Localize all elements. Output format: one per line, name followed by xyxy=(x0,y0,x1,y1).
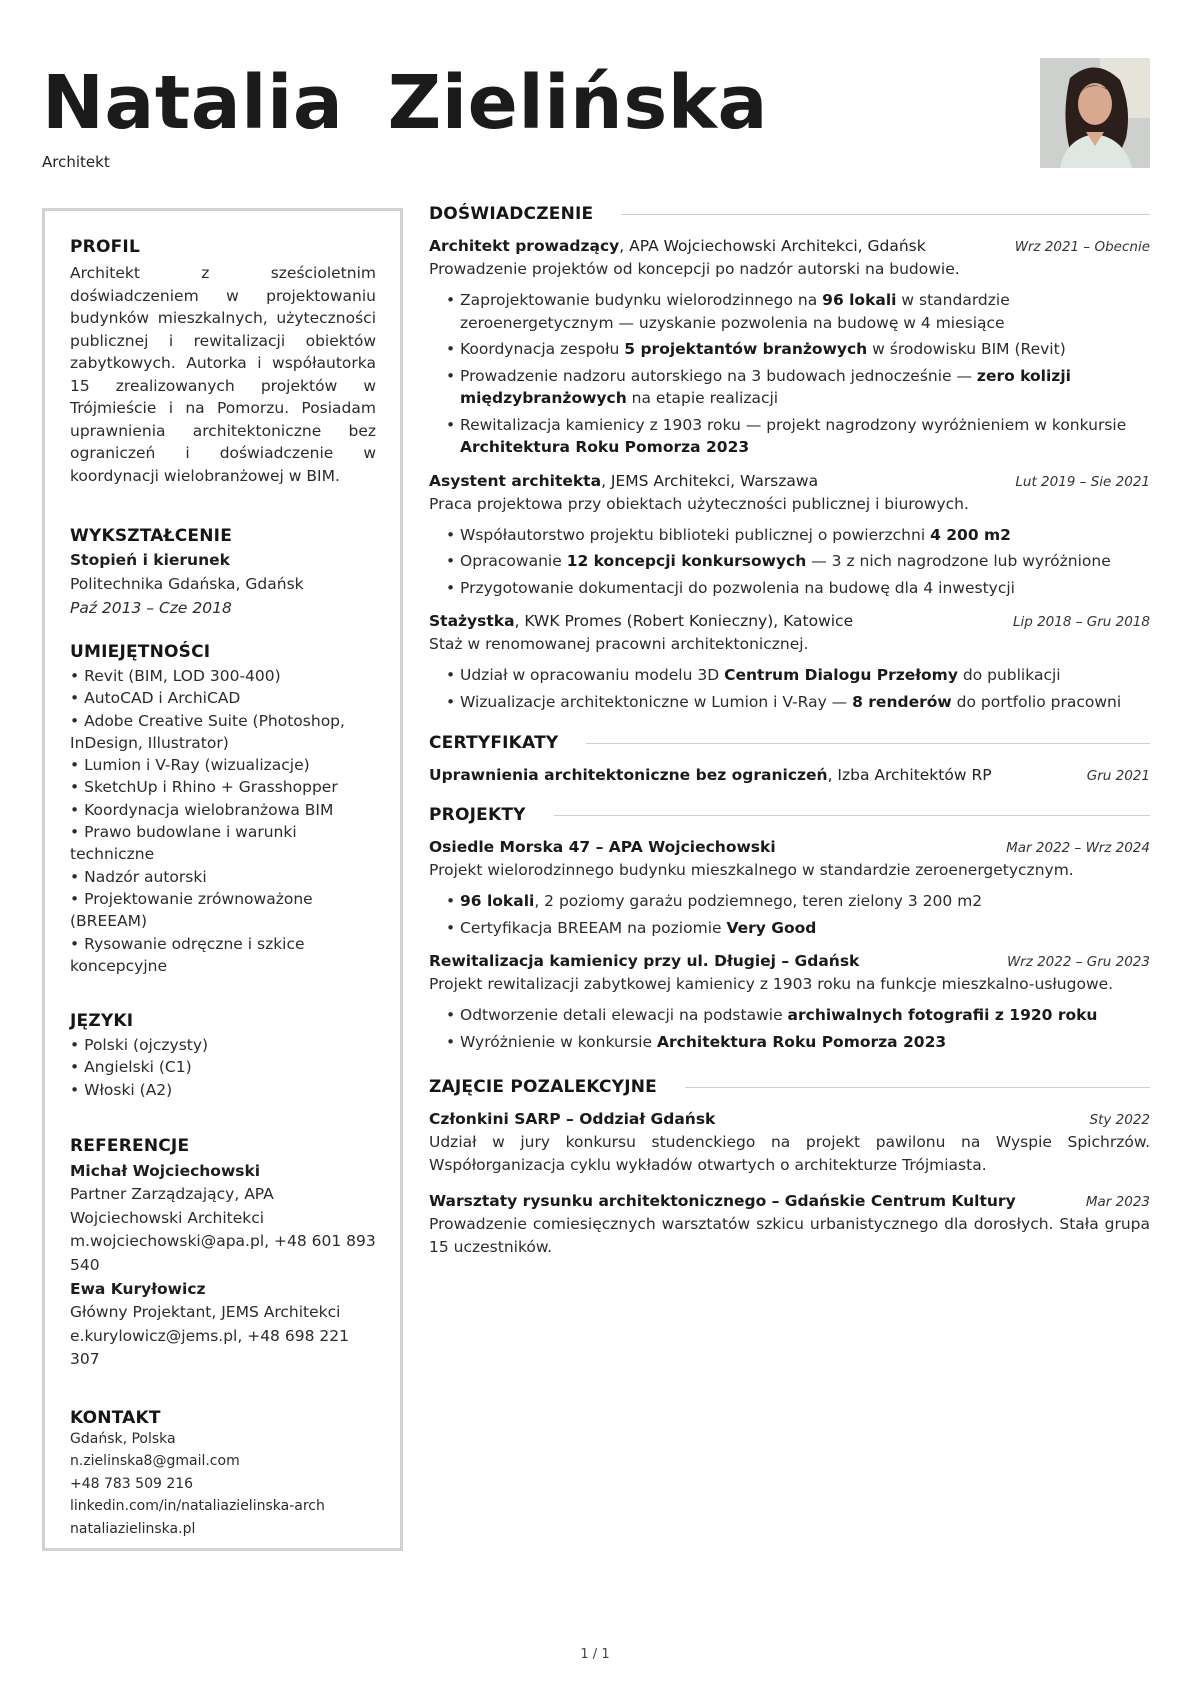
project-bullet: • Certyfikacja BREEAM na poziomie Very Good xyxy=(429,917,1150,940)
skill-item: • Lumion i V-Ray (wizualizacje) xyxy=(70,754,376,776)
project-entry xyxy=(429,835,1150,939)
candidate-name: Natalia Zielińska xyxy=(42,60,768,146)
project-bullet: • Odtworzenie detali elewacji na podstawie archiwalnych fotografii z 1920 roku xyxy=(429,1004,1150,1027)
project-title: Osiedle Morska 47 – APA Wojciechowski xyxy=(429,838,776,856)
job-bullet: • Udział w opracowaniu modelu 3D Centrum Dialogu Przełomy do publikacji xyxy=(429,664,1150,687)
project-bullet: • Wyróżnienie w konkursie Architektura Roku Pomorza 2023 xyxy=(429,1031,1150,1054)
projects-header xyxy=(429,805,1150,825)
job-dates: Wrz 2021 – Obecnie xyxy=(1014,239,1150,255)
skill-item: • Koordynacja wielobranżowa BIM xyxy=(70,799,376,821)
profile-photo xyxy=(1040,58,1150,168)
skills-section xyxy=(70,642,376,977)
education-dates: Paź 2013 – Cze 2018 xyxy=(70,599,232,617)
section-divider xyxy=(621,214,1150,215)
activity-date: Sty 2022 xyxy=(1089,1112,1150,1128)
skill-item: • Prawo budowlane i warunki techniczne xyxy=(70,821,376,866)
project-dates: Wrz 2022 – Gru 2023 xyxy=(1007,954,1150,970)
certificate-date: Gru 2021 xyxy=(1086,768,1150,784)
job-title: Architekt prowadzący, APA Wojciechowski Architekci, Gdańsk xyxy=(429,237,926,255)
contact-section xyxy=(70,1408,376,1541)
certificates-heading: CERTYFIKATY xyxy=(429,733,559,753)
job-bullet: • Rewitalizacja kamienicy z 1903 roku — projekt nagrodzony wyróżnieniem w konkursie Architektura Roku Pomorza 2023 xyxy=(429,414,1150,459)
language-item: • Polski (ojczysty) xyxy=(70,1034,376,1056)
project-title: Rewitalizacja kamienicy przy ul. Długiej – Gdańsk xyxy=(429,952,860,970)
job-bullet: • Współautorstwo projektu biblioteki publicznej o powierzchni 4 200 m2 xyxy=(429,524,1150,547)
section-divider xyxy=(586,743,1150,744)
reference-contact[interactable]: e.kurylowicz@jems.pl, +48 698 221 307 xyxy=(70,1326,349,1369)
main-column xyxy=(429,204,1150,1259)
experience-heading: DOŚWIADCZENIE xyxy=(429,204,594,224)
project-bullet: • 96 lokali, 2 poziomy garażu podziemnego, teren zielony 3 200 m2 xyxy=(429,890,1150,913)
project-bullets xyxy=(429,890,1150,939)
job-bullet: • Zaprojektowanie budynku wielorodzinnego na 96 lokali w standardzie zeroenergetycznym — uzyskanie pozwolenia na budowę w 4 miesiące xyxy=(429,289,1150,334)
skill-item: • Rysowanie odręczne i szkice koncepcyjne xyxy=(70,933,376,978)
job-description: Praca projektowa przy obiektach użyteczności publicznej i biurowych. xyxy=(429,494,969,513)
certificate-entry xyxy=(429,763,1150,787)
skill-item: • Nadzór autorski xyxy=(70,866,376,888)
skill-item: • Projektowanie zrównoważone (BREEAM) xyxy=(70,888,376,933)
extracurricular-heading: ZAJĘCIE POZALEKCYJNE xyxy=(429,1077,657,1097)
section-divider xyxy=(554,815,1150,816)
profile-text: Architekt z sześcioletnim doświadczeniem w projektowaniu budynków mieszkalnych, użyteczności publicznej i rewitalizacji obiektów zabytkowych. Autorka i współautorka 15 zrealizowanych projektów w Trójmieście i na Pomorzu. Posiadam uprawnienia architektoniczne bez ograniczeń i doświadczenie w koordynacji wielobranżowej w BIM. xyxy=(70,264,376,485)
certificate-title: Uprawnienia architektoniczne bez ograniczeń, Izba Architektów RP xyxy=(429,766,992,784)
activity-title: Warsztaty rysunku architektonicznego – Gdańskie Centrum Kultury xyxy=(429,1192,1016,1210)
job-bullet: • Opracowanie 12 koncepcji konkursowych — 3 z nich nagrodzone lub wyróżnione xyxy=(429,550,1150,573)
skills-heading: UMIEJĘTNOŚCI xyxy=(70,642,211,662)
reference-contact[interactable]: m.wojciechowski@apa.pl, +48 601 893 540 xyxy=(70,1232,376,1274)
portrait-image xyxy=(1040,58,1150,168)
job-bullet: • Wizualizacje architektoniczne w Lumion i V-Ray — 8 renderów do portfolio pracowni xyxy=(429,691,1150,714)
job-title: Stażystka, KWK Promes (Robert Konieczny), Katowice xyxy=(429,612,854,630)
education-school: Politechnika Gdańska, Gdańsk xyxy=(70,575,304,593)
activity-description: Prowadzenie comiesięcznych warsztatów szkicu urbanistycznego dla dorosłych. Stała grupa 15 uczestników. xyxy=(429,1215,1150,1256)
experience-header xyxy=(429,204,1150,224)
activity-date: Mar 2023 xyxy=(1085,1194,1150,1210)
job-bullet: • Przygotowanie dokumentacji do pozwolenia na budowę dla 4 inwestycji xyxy=(429,577,1150,600)
job-entry xyxy=(429,469,1150,600)
job-description: Prowadzenie projektów od koncepcji po nadzór autorski na budowie. xyxy=(429,260,960,278)
project-bullets xyxy=(429,1004,1150,1053)
candidate-role: Architekt xyxy=(42,153,110,171)
contact-heading: KONTAKT xyxy=(70,1407,161,1428)
extracurricular-header xyxy=(429,1077,1150,1097)
contact-phone[interactable]: +48 783 509 216 xyxy=(70,1475,194,1492)
profile-heading: PROFIL xyxy=(70,237,140,257)
project-entry xyxy=(429,949,1150,1053)
job-dates: Lut 2019 – Sie 2021 xyxy=(1015,473,1150,490)
profile-section xyxy=(70,237,376,487)
language-item: • Angielski (C1) xyxy=(70,1056,376,1078)
contact-website[interactable]: nataliazielinska.pl xyxy=(70,1520,196,1537)
sidebar xyxy=(42,208,403,1551)
project-description: Projekt rewitalizacji zabytkowej kamienicy z 1903 roku na funkcje mieszkalno-usługowe. xyxy=(429,975,1114,993)
job-bullets xyxy=(429,289,1150,459)
reference-position: Główny Projektant, JEMS Architekci xyxy=(70,1303,341,1322)
project-description: Projekt wielorodzinnego budynku mieszkalnego w standardzie zeroenergetycznym. xyxy=(429,861,1074,879)
references-section xyxy=(70,1136,376,1372)
job-bullet: • Prowadzenie nadzoru autorskiego na 3 budowach jednocześnie — zero kolizji międzybranżowych na etapie realizacji xyxy=(429,365,1150,410)
skill-item: • Revit (BIM, LOD 300-400) xyxy=(70,665,376,687)
projects-heading: PROJEKTY xyxy=(429,805,526,825)
certificates-header xyxy=(429,733,1150,753)
job-bullet: • Koordynacja zespołu 5 projektantów branżowych w środowisku BIM (Revit) xyxy=(429,338,1150,361)
skill-item: • AutoCAD i ArchiCAD xyxy=(70,687,376,709)
skill-item: • SketchUp i Rhino + Grasshopper xyxy=(70,776,376,798)
activity-title: Członkini SARP – Oddział Gdańsk xyxy=(429,1110,716,1128)
education-section xyxy=(70,526,376,620)
education-degree: Stopień i kierunek xyxy=(70,551,230,569)
job-entry xyxy=(429,234,1150,459)
references-heading: REFERENCJE xyxy=(70,1136,190,1157)
activity-description: Udział w jury konkursu studenckiego na projekt pawilonu na Wyspie Spichrzów. Współorganizacja cyklu wykładów otwartych o architekturze Trójmiasta. xyxy=(429,1133,1150,1174)
contact-email[interactable]: n.zielinska8@gmail.com xyxy=(70,1453,240,1470)
languages-section xyxy=(70,1011,376,1101)
contact-location: Gdańsk, Polska xyxy=(70,1430,176,1447)
contact-linkedin[interactable]: linkedin.com/in/nataliazielinska-arch xyxy=(70,1498,325,1515)
reference-position: Partner Zarządzający, APA Wojciechowski Architekci xyxy=(70,1185,274,1227)
project-dates: Mar 2022 – Wrz 2024 xyxy=(1006,840,1150,856)
job-bullets xyxy=(429,664,1150,713)
job-description: Staż w renomowanej pracowni architektonicznej. xyxy=(429,635,809,653)
skill-item: • Adobe Creative Suite (Photoshop, InDesign, Illustrator) xyxy=(70,710,376,755)
job-dates: Lip 2018 – Gru 2018 xyxy=(1012,614,1150,630)
page-number: 1 / 1 xyxy=(580,1647,610,1662)
job-entry xyxy=(429,609,1150,713)
education-heading: WYKSZTAŁCENIE xyxy=(70,526,233,546)
language-item: • Włoski (A2) xyxy=(70,1079,376,1101)
reference-name: Michał Wojciechowski xyxy=(70,1162,261,1181)
activity-entry xyxy=(429,1107,1150,1177)
section-divider xyxy=(685,1087,1150,1088)
skills-list xyxy=(70,665,376,977)
languages-list xyxy=(70,1034,376,1101)
activity-entry xyxy=(429,1189,1150,1259)
languages-heading: JĘZYKI xyxy=(70,1011,134,1032)
job-bullets xyxy=(429,524,1150,600)
reference-name: Ewa Kuryłowicz xyxy=(70,1280,206,1299)
job-title: Asystent architekta, JEMS Architekci, Warszawa xyxy=(429,471,819,490)
